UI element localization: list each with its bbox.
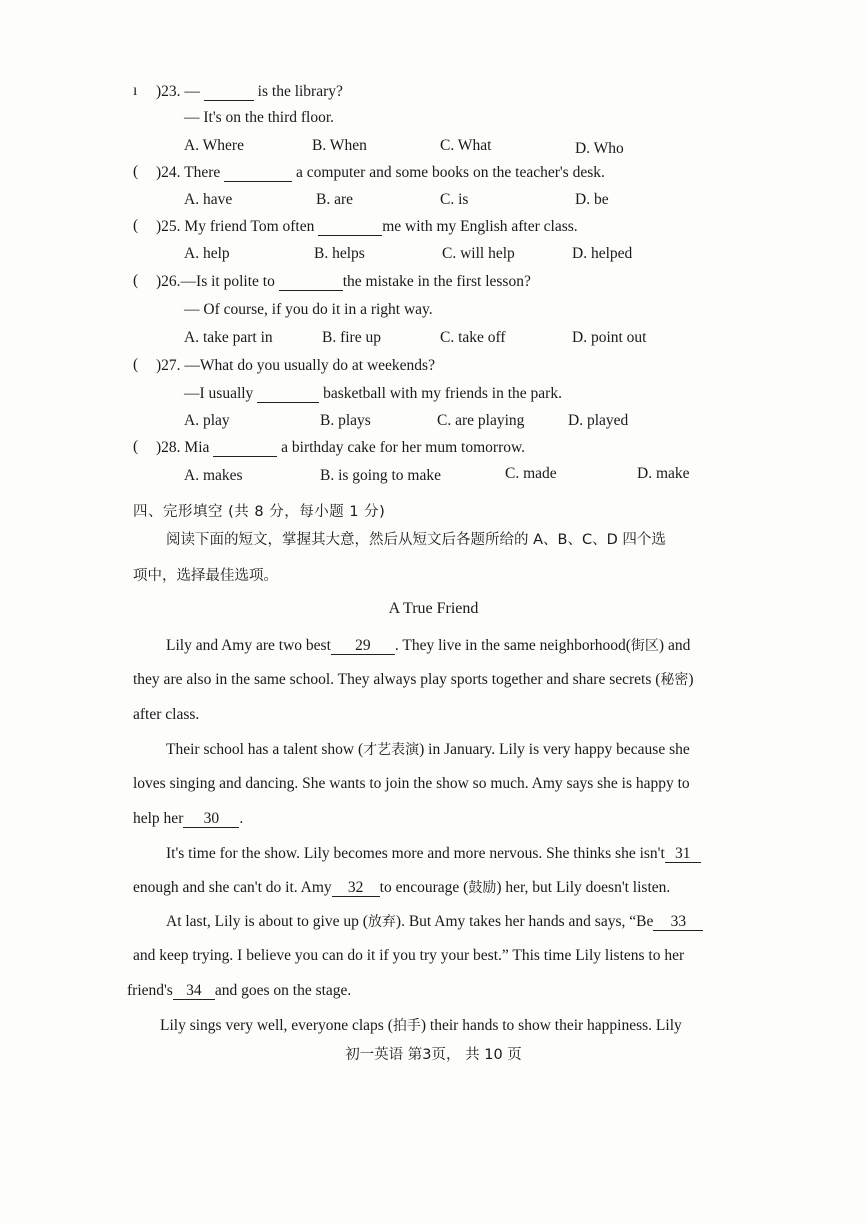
answer-blank [279,274,343,291]
question-23 [156,82,343,102]
question-text-after: a computer and some books on the teacher's desk. [296,164,605,181]
text: . They live in the same neighborhood( [394,637,631,654]
answer-paren-26: ( [133,272,139,289]
gloss: 拍手 [392,1018,421,1034]
passage-p4-line3 [127,981,351,1001]
question-number: )25. [156,218,181,235]
option-d: D. point out [572,329,647,346]
question-27-reply [184,384,562,404]
passage-p2-line3 [133,809,243,829]
question-number: )28. [156,439,181,456]
answer-paren-24: ( [133,163,139,180]
gloss: 秘密 [660,672,689,688]
blank-33: 33 [653,914,703,931]
blank-34: 34 [173,983,215,1000]
question-25 [156,217,578,237]
option-c: C. will help [442,245,515,262]
answer-blank [224,165,292,182]
option-c: C. What [440,137,492,154]
text: ) and [658,637,691,654]
question-text-before: Mia [184,439,210,456]
answer-blank [257,386,319,403]
text: friend's [127,982,173,999]
text: ) in January. Lily is very happy because she [419,741,690,758]
passage-p1-line2 [133,670,694,690]
passage-title: A True Friend [388,600,479,617]
question-23-reply: — It's on the third floor. [184,109,335,126]
answer-paren-28: ( [133,438,139,455]
text: Lily sings very well, everyone claps ( [160,1017,393,1034]
question-26-reply: — Of course, if you do it in a right way. [184,301,433,318]
option-b: B. When [312,137,367,154]
blank-31: 31 [665,846,701,863]
question-text-before: —Is it polite to [180,273,275,290]
question-27 [156,356,435,376]
option-b: B. are [316,191,354,208]
passage-p1-line1 [166,636,690,656]
text: ). But Amy takes her hands and says, “Be [395,913,654,930]
question-text-after: a birthday cake for her mum tomorrow. [281,439,526,456]
text: . [239,810,244,827]
option-c: C. take off [440,329,506,346]
text: Lily and Amy are two best [166,637,331,654]
question-24 [156,163,605,183]
answer-blank [204,84,254,101]
question-text-after: the mistake in the first lesson? [342,273,531,290]
answer-blank [213,440,277,457]
text: enough and she can't do it. Amy [133,879,332,896]
text: ) her, but Lily doesn't listen. [496,879,671,896]
option-c: C. is [440,191,469,208]
passage-p2-line1 [166,740,690,760]
passage-p4-line2: and keep trying. I believe you can do it if you try your best.” This time Lily listens to her [133,947,685,964]
option-d: D. Who [575,140,624,157]
text: ) their hands to show their happiness. Lily [420,1017,682,1034]
question-number: )27. [156,357,181,374]
option-c: C. are playing [437,412,525,429]
option-d: D. be [575,191,609,208]
section-instruction-line1: 阅读下面的短文，掌握其大意，然后从短文后各题所给的 A、B、C、D 四个选 [166,532,666,548]
option-a: A. have [184,191,233,208]
passage-p3-line1 [166,844,701,864]
gloss: 才艺表演 [363,742,420,758]
question-text-before: There [184,164,221,181]
question-text-after: is the library? [257,83,343,100]
page-footer: 初一英语 第3页， 共 10 页 [345,1047,522,1063]
option-d: D. helped [572,245,633,262]
question-text-after: me with my English after class. [382,218,578,235]
text: ) [688,671,694,688]
text: It's time for the show. Lily becomes more and more nervous. She thinks she isn't [166,845,665,862]
option-a: A. Where [184,137,244,154]
gloss: 鼓励 [468,880,497,896]
question-number: )26. [156,273,181,290]
option-b: B. is going to make [320,467,441,484]
text: At last, Lily is about to give up ( [166,913,368,930]
blank-30: 30 [183,811,239,828]
option-d: D. played [568,412,629,429]
option-c: C. made [505,465,557,482]
answer-paren-27: ( [133,356,139,373]
reply-text-before: —I usually [184,385,254,402]
text: Their school has a talent show ( [166,741,364,758]
blank-32: 32 [332,880,380,897]
question-text-before: My friend Tom often [184,218,315,235]
option-b: B. plays [320,412,371,429]
passage-p3-line2 [133,878,670,898]
blank-29: 29 [331,638,395,655]
text: and goes on the stage. [214,982,352,999]
option-a: A. take part in [184,329,273,346]
section-heading: 四、完形填空 (共 8 分，每小题 1 分) [133,504,386,520]
passage-p2-line2: loves singing and dancing. She wants to join the show so much. Amy says she is happy to [133,775,690,792]
text: to encourage ( [379,879,469,896]
passage-p5-line1 [160,1016,682,1036]
question-26 [156,272,531,292]
answer-blank [318,219,382,236]
question-text-before: — [184,83,200,100]
reply-text-after: basketball with my friends in the park. [323,385,562,402]
text: they are also in the same school. They always play sports together and share secrets ( [133,671,661,688]
question-28 [156,438,525,458]
option-b: B. fire up [322,329,381,346]
section-instruction-line2: 项中，选择最佳选项。 [133,568,278,584]
question-number: )24. [156,164,181,181]
gloss: 放弃 [367,914,396,930]
text: help her [133,810,184,827]
option-a: A. makes [184,467,243,484]
passage-p1-line3: after class. [133,706,200,723]
question-text: —What do you usually do at weekends? [184,357,435,374]
answer-paren-25: ( [133,217,139,234]
gloss: 街区 [630,638,659,654]
option-a: A. help [184,245,230,262]
option-a: A. play [184,412,230,429]
answer-paren-23: ı [133,82,138,99]
question-number: )23. [156,83,181,100]
option-b: B. helps [314,245,365,262]
passage-p4-line1 [166,912,703,932]
option-d: D. make [637,465,690,482]
